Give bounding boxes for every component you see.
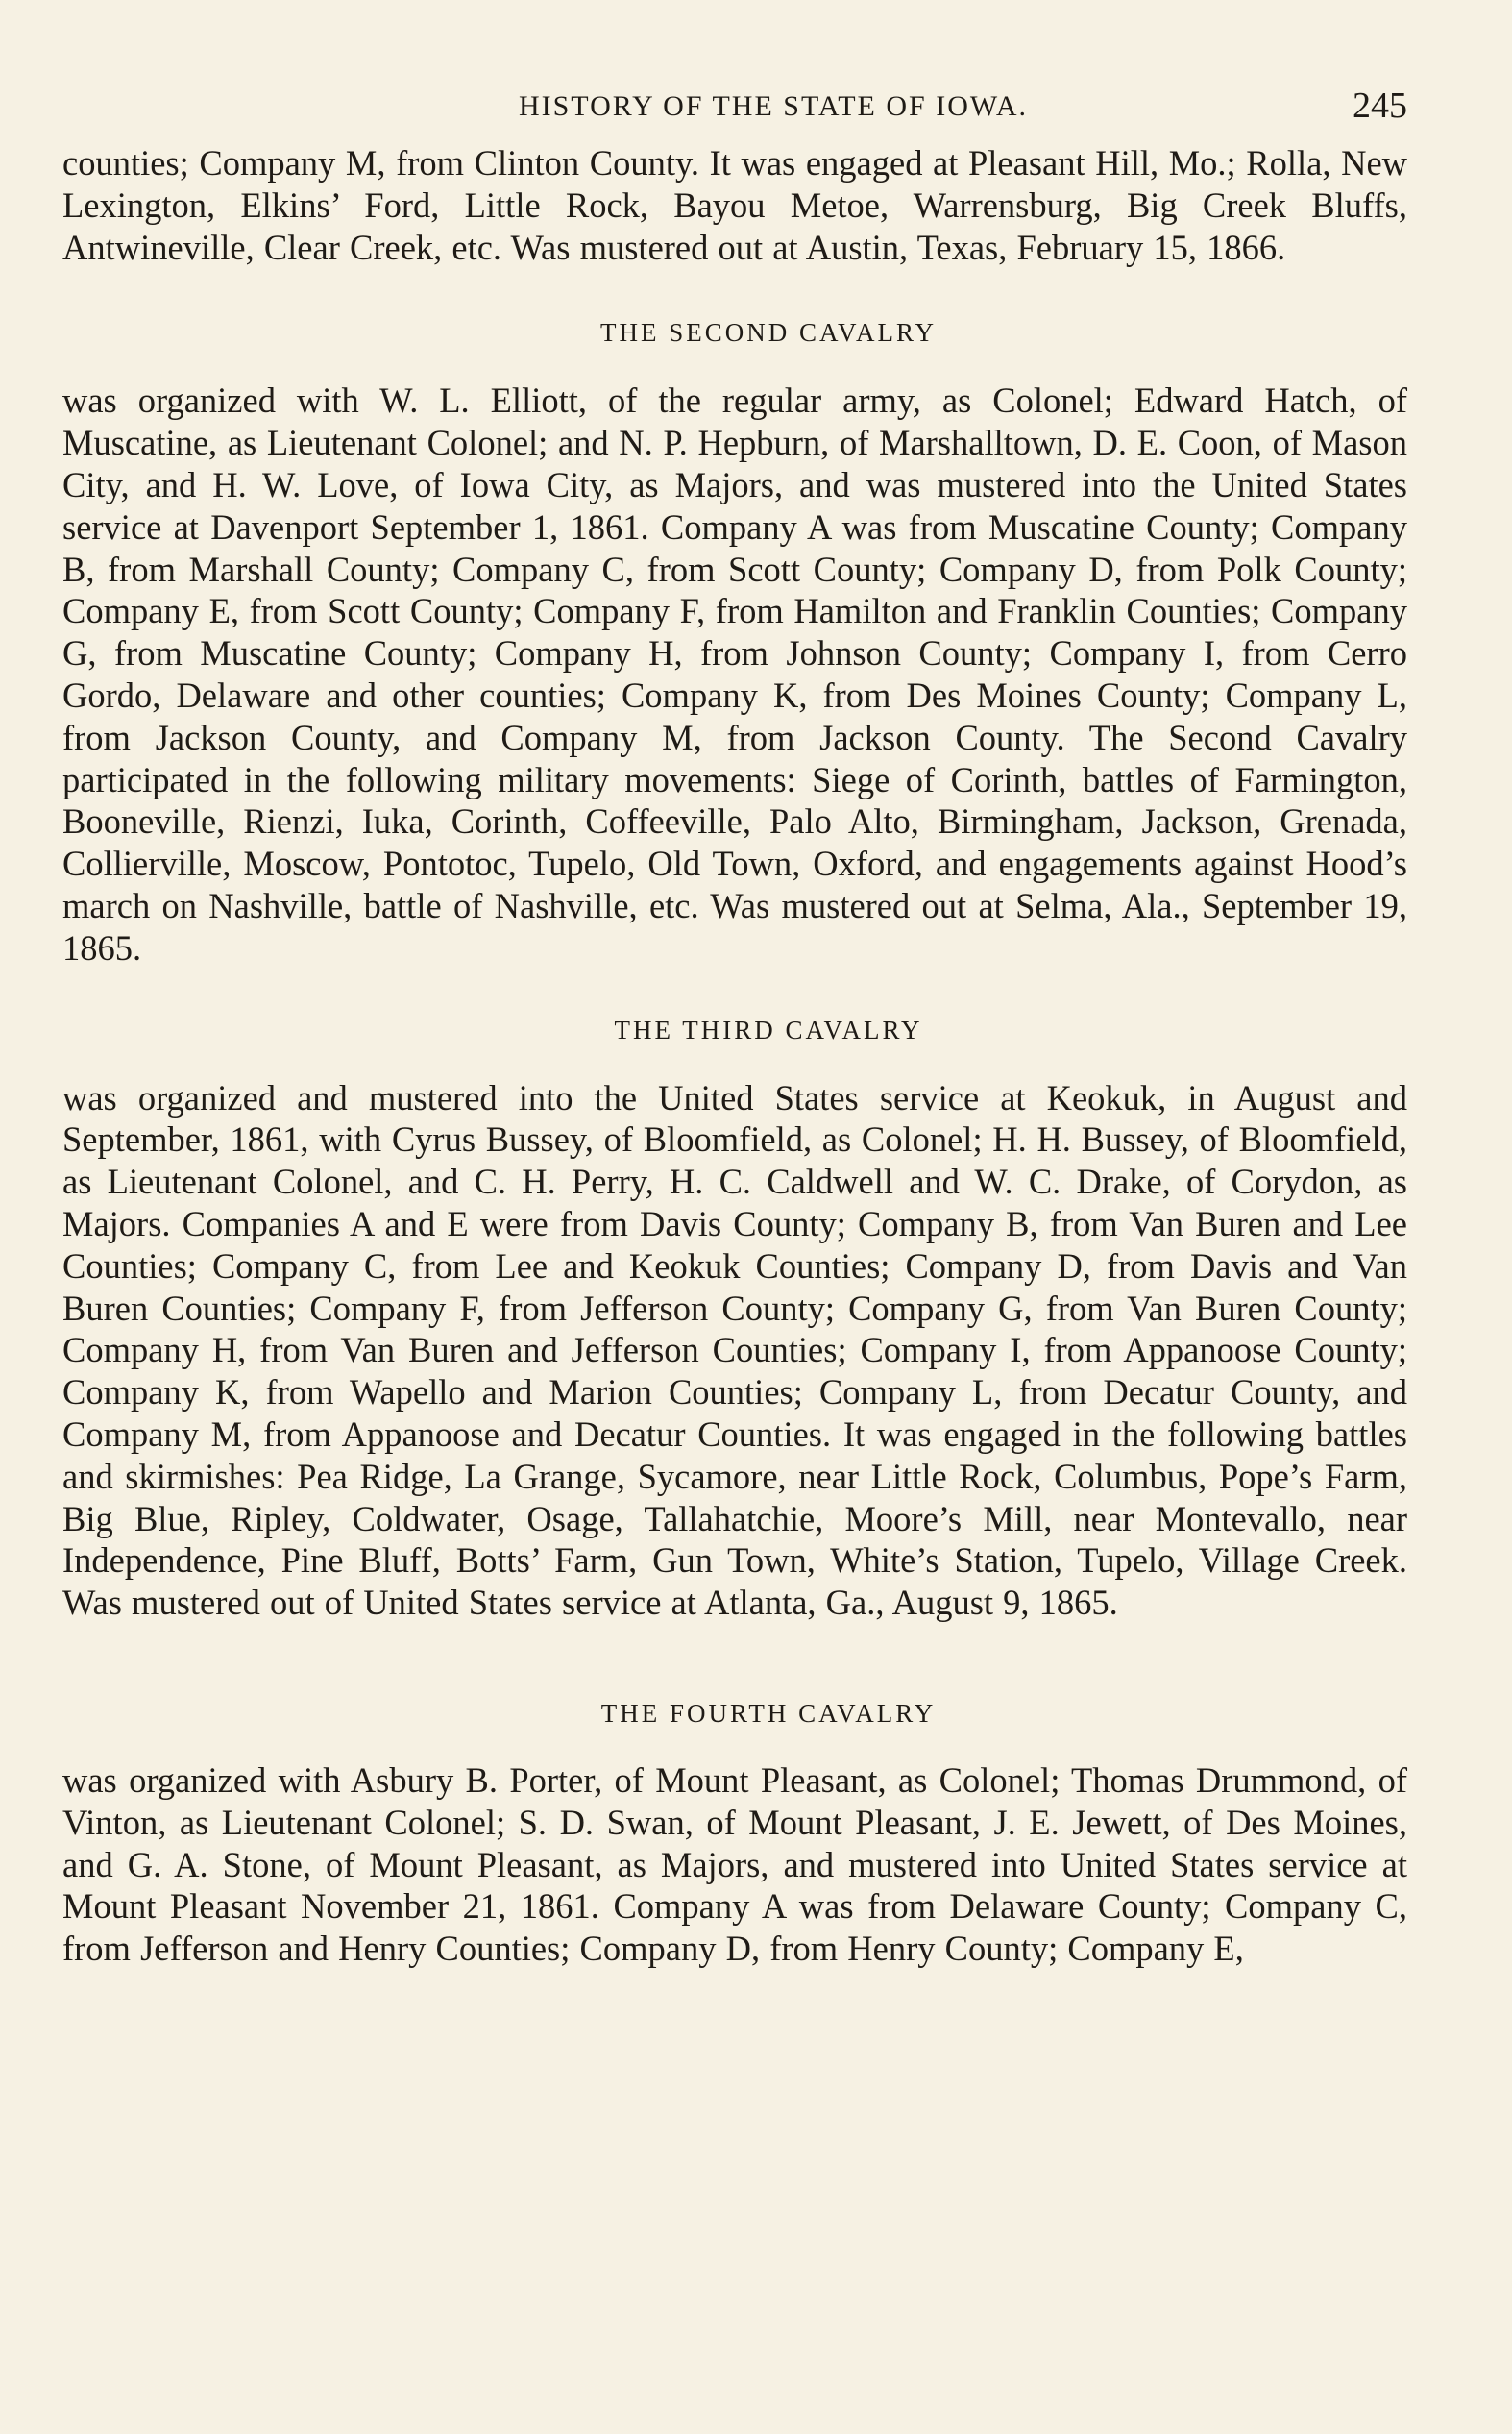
page-number: 245 <box>1353 86 1407 126</box>
continuation-paragraph: counties; Company M, from Clinton County. It was engaged at Pleasant Hill, Mo.; Rolla, New Lexington, Elkins’ Ford, Little Rock, Bayou Metoe, Warrensburg, Big Creek Bluffs, Antwineville, Clear Creek, etc. Was mustered out at Austin, Texas, February 15, 1866. <box>62 143 1407 267</box>
section-heading-fourth-cavalry: THE FOURTH CAVALRY <box>600 1698 937 1728</box>
running-header <box>62 85 1407 131</box>
section-paragraph-fourth-cavalry: was organized with Asbury B. Porter, of Mount Pleasant, as Colonel; Thomas Drummond, of Vinton, as Lieutenant Colonel; S. D. Swan, of Mount Pleasant, J. E. Jewett, of Des Moines, and G. A. Stone, of Mount Pleasant, as Majors, and mustered into United States service at Mount Pleasant November 21, 1861. Company A was from Delaware County; Company C, from Jefferson and Henry Counties; Company D, from Henry County; Company E, <box>62 1759 1407 1969</box>
section-paragraph-second-cavalry: was organized with W. L. Elliott, of the regular army, as Colonel; Edward Hatch, of Muscatine, as Lieutenant Colonel; and N. P. Hepburn, of Marshalltown, D. E. Coon, of Mason City, and H. W. Love, of Iowa City, as Majors, and was mustered into the United States service at Davenport September 1, 1861. Company A was from Muscatine County; Company B, from Marshall County; Company C, from Scott County; Company D, from Polk County; Company E, from Scott County; Company F, from Hamilton and Franklin Counties; Company G, from Muscatine County; Company H, from Johnson County; Company I, from Cerro Gordo, Delaware and other counties; Company K, from Des Moines County; Company L, from Jackson County, and Company M, from Jackson County. The Second Cavalry participated in the following military movements: Siege of Corinth, battles of Farmington, Booneville, Rienzi, Iuka, Corinth, Coffeeville, Palo Alto, Birmingham, Jackson, Grenada, Collierville, Moscow, Pontotoc, Tupelo, Old Town, Oxford, and engagements against Hood’s march on Nashville, battle of Nashville, etc. Was mustered out at Selma, Ala., September 19, 1865. <box>62 381 1407 968</box>
section-paragraph-third-cavalry: was organized and mustered into the United States service at Keokuk, in August and September, 1861, with Cyrus Bussey, of Bloomfield, as Colonel; H. H. Bussey, of Bloomfield, as Lieutenant Colonel, and C. H. Perry, H. C. Caldwell and W. C. Drake, of Corydon, as Majors. Companies A and E were from Davis County; Company B, from Van Buren and Lee Counties; Company C, from Lee and Keokuk Counties; Company D, from Davis and Van Buren Counties; Company F, from Jefferson County; Company G, from Van Buren County; Company H, from Van Buren and Jefferson Counties; Company I, from Appanoose County; Company K, from Wapello and Marion Counties; Company L, from Decatur County, and Company M, from Appanoose and Decatur Counties. It was engaged in the following battles and skirmishes: Pea Ridge, La Grange, Sycamore, near Little Rock, Columbus, Pope’s Farm, Big Blue, Ripley, Coldwater, Osage, Tallahatchie, Moore’s Mill, near Montevallo, near Independence, Pine Bluff, Botts’ Farm, Gun Town, White’s Station, Tupelo, Village Creek. Was mustered out of United States service at Atlanta, Ga., August 9, 1865. <box>62 1077 1407 1623</box>
section-heading-third-cavalry: THE THIRD CAVALRY <box>614 1015 923 1045</box>
book-page <box>62 85 1407 1970</box>
section-heading-second-cavalry: THE SECOND CAVALRY <box>599 318 938 348</box>
running-title: HISTORY OF THE STATE OF IOWA. <box>518 90 1029 122</box>
